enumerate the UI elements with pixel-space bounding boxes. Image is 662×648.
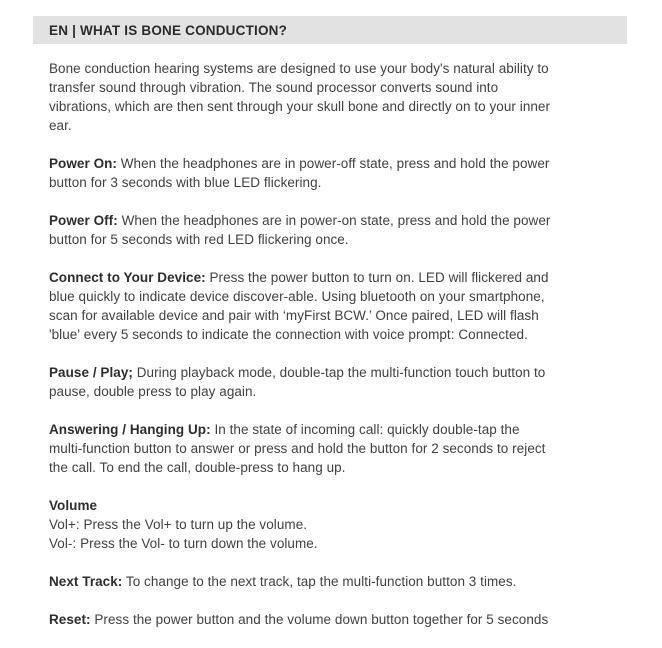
- text-line: ear.: [49, 118, 72, 133]
- text-line: Power Off: When the headphones are in power-on state, press and hold the power: [49, 213, 551, 228]
- paragraph: [49, 420, 627, 477]
- paragraph-label: Connect to Your Device:: [49, 270, 206, 285]
- paragraph-label: Answering / Hanging Up:: [49, 422, 211, 437]
- text-line: blue quickly to indicate device discover-able. Using bluetooth on your smartphone,: [49, 289, 545, 304]
- paragraph: [49, 211, 627, 249]
- paragraph-label: Volume: [49, 498, 98, 513]
- text-line: button for 5 seconds with red LED flickering once.: [49, 232, 349, 247]
- paragraph-label: Power On:: [49, 156, 117, 171]
- text-line: 'blue' every 5 seconds to indicate the connection with voice prompt: Connected.: [49, 327, 528, 342]
- paragraph-label: Next Track:: [49, 574, 123, 589]
- text-line: pause, double press to play again.: [49, 384, 257, 399]
- text-line: Next Track: To change to the next track, tap the multi-function button 3 times.: [49, 574, 517, 589]
- paragraph-label: Power Off:: [49, 213, 118, 228]
- text-line: Reset: Press the power button and the volume down button together for 5 seconds: [49, 612, 549, 627]
- text-line: Vol-: Press the Vol- to turn down the volume.: [49, 536, 318, 551]
- text-line: transfer sound through vibration. The sound processor converts sound into: [49, 80, 499, 95]
- text-line: Vol+: Press the Vol+ to turn up the volume.: [49, 517, 308, 532]
- paragraph: [49, 154, 627, 192]
- content: [49, 59, 627, 648]
- text-line: Pause / Play; During playback mode, double-tap the multi-function touch button to: [49, 365, 546, 380]
- paragraph: [49, 363, 627, 401]
- section-header-bar: [33, 16, 627, 44]
- paragraph: [49, 496, 627, 553]
- paragraph: [49, 268, 627, 344]
- text-line: the call. To end the call, double-press to hang up.: [49, 460, 346, 475]
- text-line: Connect to Your Device: Press the power button to turn on. LED will flickered and: [49, 270, 549, 285]
- paragraph: [49, 59, 627, 135]
- text-line: Answering / Hanging Up: In the state of incoming call: quickly double-tap the: [49, 422, 520, 437]
- text-line: [49, 496, 627, 515]
- text-line: multi-function button to answer or press and hold the button for 2 seconds to reject: [49, 441, 546, 456]
- text-line: button for 3 seconds with blue LED flickering.: [49, 175, 322, 190]
- text-line: Power On: When the headphones are in power-off state, press and hold the power: [49, 156, 550, 171]
- paragraph-label: Pause / Play;: [49, 365, 133, 380]
- text-line: vibrations, which are then sent through your skull bone and directly on to your inner: [49, 99, 551, 114]
- section-title: EN | WHAT IS BONE CONDUCTION?: [49, 22, 288, 38]
- paragraph-label: Reset:: [49, 612, 91, 627]
- paragraph: [49, 572, 627, 591]
- paragraph: [49, 610, 627, 629]
- text-line: scan for available device and pair with ‘myFirst BCW.’ Once paired, LED will flash: [49, 308, 539, 323]
- text-line: Bone conduction hearing systems are designed to use your body's natural ability to: [49, 61, 549, 76]
